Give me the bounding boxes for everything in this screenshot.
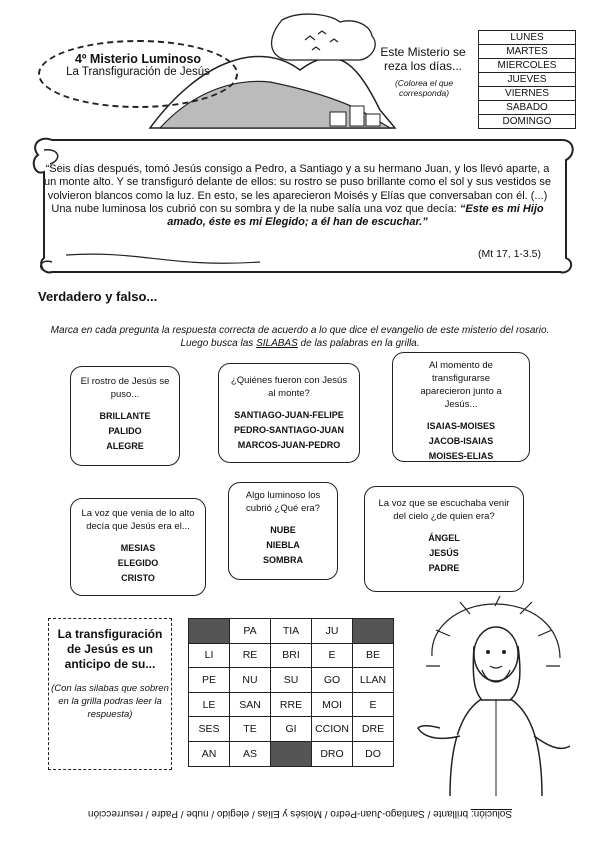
option[interactable]: SOMBRA — [263, 555, 303, 565]
option[interactable]: PALIDO — [108, 426, 142, 436]
grid-cell[interactable]: BE — [353, 643, 394, 668]
answer-box — [48, 618, 172, 770]
jesus-illustration — [410, 596, 580, 796]
solution-text: brillante / Santiago-Juan-Pedro / Moisés y Elías / elegido / nube / Padre / resurrección — [87, 808, 471, 819]
option[interactable]: JACOB-ISAIAS — [428, 436, 494, 446]
option[interactable]: MOISES-ELIAS — [428, 451, 494, 461]
instructions-underline: SILABAS — [256, 338, 298, 349]
grid-cell[interactable]: LLAN — [353, 668, 394, 693]
question-text: El rostro de Jesús se puso... — [80, 376, 170, 400]
grid-cell[interactable]: E — [312, 643, 353, 668]
day-monday[interactable]: LUNES — [479, 31, 575, 45]
grid-cell[interactable]: LE — [189, 692, 230, 717]
question-box-6 — [364, 486, 524, 592]
question-box-1 — [70, 366, 180, 466]
grid-row — [189, 717, 394, 742]
option[interactable]: MARCOS-JUAN-PEDRO — [237, 440, 341, 450]
question-text: Algo luminoso los cubrió ¿Qué era? — [245, 490, 321, 514]
grid-cell[interactable]: PA — [230, 619, 271, 644]
grid-row — [189, 741, 394, 766]
grid-cell[interactable]: DRO — [312, 741, 353, 766]
day-thursday[interactable]: JUEVES — [479, 73, 575, 87]
grid-cell[interactable]: MOI — [312, 692, 353, 717]
section-title: Verdadero y falso... — [38, 289, 158, 304]
grid-cell[interactable]: DRE — [353, 717, 394, 742]
option[interactable]: SANTIAGO-JUAN-FELIPE — [234, 410, 344, 420]
page-title: 4º Misterio Luminoso — [74, 52, 202, 66]
option[interactable]: NUBE — [270, 525, 296, 535]
option[interactable]: ELEGIDO — [117, 558, 159, 568]
grid-cell[interactable]: SES — [189, 717, 230, 742]
option[interactable]: JESÚS — [429, 548, 459, 558]
quote-highlight: “Este es mi Hijo amado, éste es mi Elegido; a él han de escuchar.” — [167, 202, 544, 229]
instructions-part-a: Marca en cada pregunta la respuesta correcta de acuerdo a lo que dice el evangelio de este misterio del rosario. Luego busca las — [50, 325, 550, 349]
option[interactable]: ISAIAS-MOISES — [426, 421, 495, 431]
option[interactable]: ÁNGEL — [428, 533, 460, 543]
instructions-part-b: de las palabras en la grilla. — [297, 338, 420, 349]
quote-reference: (Mt 17, 1-3.5) — [478, 248, 542, 260]
option[interactable]: BRILLANTE — [99, 411, 151, 421]
question-text: ¿Quiénes fueron con Jesús al monte? — [230, 375, 348, 399]
quote-text: “Seis días después, tomó Jesús consigo a Pedro, a Santiago y a su hermano Juan, y los llevó aparte, a un monte alto. Y se transfiguró delante de ellos: su rostro se puso brillante como el sol y sus vestidos se volvieron blancos como la luz. En esto, se les aparecieron Moisés y Elías que conversaban con él. (...) Una nube luminosa los cubrió con su sombra y de la nube salía una voz que decía: — [43, 163, 552, 215]
grid-cell[interactable]: CCION — [312, 717, 353, 742]
page-subtitle: La Transfiguración de Jesús — [66, 66, 210, 78]
grid-cell[interactable]: TE — [230, 717, 271, 742]
solution-label: Solución: — [470, 808, 513, 819]
grid-cell[interactable]: BRI — [271, 643, 312, 668]
solution-footer — [40, 808, 560, 819]
grid-cell[interactable]: PE — [189, 668, 230, 693]
title-oval — [38, 40, 238, 108]
grid-cell-shaded — [189, 619, 230, 644]
grid-cell[interactable]: LI — [189, 643, 230, 668]
day-friday[interactable]: VIERNES — [479, 87, 575, 101]
grid-cell[interactable]: SAN — [230, 692, 271, 717]
days-note: (Colorea el que corresponda) — [394, 78, 454, 98]
grid-cell[interactable]: AN — [189, 741, 230, 766]
grid-row — [189, 668, 394, 693]
option[interactable]: MESIAS — [120, 543, 156, 553]
grid-cell[interactable]: RRE — [271, 692, 312, 717]
question-box-5 — [228, 482, 338, 580]
grid-cell[interactable]: TIA — [271, 619, 312, 644]
option[interactable]: NIEBLA — [266, 540, 300, 550]
grid-cell[interactable]: AS — [230, 741, 271, 766]
option[interactable]: PEDRO-SANTIAGO-JUAN — [233, 425, 344, 435]
answer-note: (Con las silabas que sobren en la grilla podras leer la respuesta) — [51, 683, 169, 720]
question-box-3 — [392, 352, 530, 462]
option[interactable]: ALEGRE — [106, 441, 144, 451]
grid-cell[interactable]: JU — [312, 619, 353, 644]
grid-row — [189, 692, 394, 717]
option[interactable]: PADRE — [428, 563, 460, 573]
question-box-2 — [218, 363, 360, 463]
day-wednesday[interactable]: MIERCOLES — [479, 59, 575, 73]
day-sunday[interactable]: DOMINGO — [502, 116, 552, 127]
days-list — [478, 30, 576, 129]
grid-cell[interactable]: E — [353, 692, 394, 717]
grid-cell[interactable]: GO — [312, 668, 353, 693]
day-saturday[interactable]: SABADO — [479, 101, 575, 115]
grid-cell[interactable]: DO — [353, 741, 394, 766]
grid-cell[interactable]: SU — [271, 668, 312, 693]
question-text: La voz que venia de lo alto decía que Jesús era el... — [81, 508, 195, 532]
question-box-4 — [70, 498, 206, 596]
grid-cell-shaded — [353, 619, 394, 644]
grid-cell[interactable]: RE — [230, 643, 271, 668]
grid-cell[interactable]: NU — [230, 668, 271, 693]
grid-row — [189, 619, 394, 644]
option[interactable]: CRISTO — [121, 573, 155, 583]
question-text: Al momento de transfigurarse aparecieron junto a Jesús... — [420, 360, 502, 410]
syllable-grid — [188, 618, 394, 767]
instructions — [40, 324, 560, 350]
day-tuesday[interactable]: MARTES — [479, 45, 575, 59]
grid-row — [189, 643, 394, 668]
answer-heading: La transfiguración de Jesús es un anticipo de su... — [57, 627, 163, 671]
grid-cell[interactable]: GI — [271, 717, 312, 742]
days-intro: Este Misterio se reza los días... — [380, 45, 466, 73]
question-text: La voz que se escuchaba venir del cielo ¿de quien era? — [378, 498, 510, 522]
grid-cell-shaded — [271, 741, 312, 766]
gospel-quote — [40, 163, 555, 229]
